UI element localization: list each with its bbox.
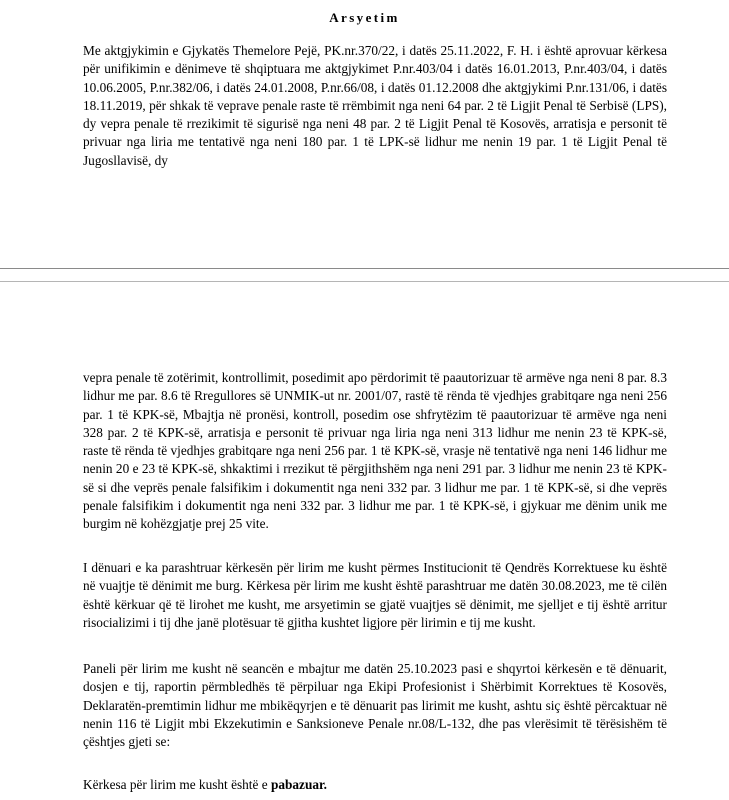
paragraph-judgment-summary: Me aktgjykimin e Gjykatës Themelore Pejë, PK.nr.370/22, i datës 25.11.2022, F. H. i është aprovuar kërkesa për unifikimin e dënimeve të shqiptuara me aktgjykimet P.nr.403/04 i datës 16.01.2013, P.nr.403/04, i datës 10.06.2005, P.nr.382/06, i datës 24.01.2008, P.nr.66/08, i datës 01.12.2008 dhe aktgjykimi P.nr.131/06, i datës 18.11.2019, për shkak të veprave penale raste të rrëmbimit nga neni 64 par. 2 të Ligjit Penal të Serbisë (LPS), dy vepra penale të rrezikimit të sigurisë nga neni 48 par. 2 të Ligjit Penal të Kosovës, arratisja e personit të privuar nga liria me tentativë nga neni 180 par. 1 të LPK-së lidhur me nenin 19 par. 1 të Ligjit Penal të Jugosllavisë, dy bbox=[83, 43, 667, 168]
conclusion-verdict: pabazuar. bbox=[270, 777, 327, 792]
paragraph-panel-review: Paneli për lirim me kusht në seancën e mbajtur me datën 25.10.2023 pasi e shqyrtoi kërkesën e të dënuarit, dosjen e tij, raportin përmbledhës të përpiluar nga Ekipi Profesionist i Shërbimit Korrektues të Kosovës, Deklaratën-premtimin lidhur me mbikëqyrjen e të dënuarit pas lirimit me kusht, ashtu siç është përcaktuar në nenin 116 të Ligjit mbi Ekzekutimin e Sanksioneve Penale nr.08/L-132, dhe pas vlerësimit të tërësishëm të çështjes gjeti se: bbox=[83, 661, 667, 750]
conclusion-text: Kërkesa për lirim me kusht është e bbox=[83, 777, 271, 792]
document-page-1 bbox=[0, 0, 729, 268]
document-page-2 bbox=[0, 282, 729, 800]
paragraph-conclusion bbox=[83, 776, 667, 794]
paragraph-criminal-offenses: vepra penale të zotërimit, kontrollimit, posedimit apo përdorimit të paautorizuar të armëve nga neni 8 par. 8.3 lidhur me par. 8.6 të Rregullores së UNMIK-ut nr. 2001/07, rastë të rënda të vjedhjes grabitqare nga neni 256 par. 1 të KPK-së, Mbajtja në pronësi, kontroll, posedim ose shfrytëzim të paautorizuar të armëve nga neni 328 par. 2 të KPK-së, arratisja e personit të privuar nga liria nga neni 313 lidhur me nenin 23 të KPK-së, raste të rënda të vjedhjes grabitqare nga neni 256 par. 1 të KPK-së, vrasje në tentativë nga neni 146 lidhur me nenin 20 e 23 të KPK-së, shkaktimi i rrezikut të përgjithshëm nga neni 291 par. 3 lidhur me nenin 23 të KPK-së si dhe veprës penale falsifikim i dokumentit nga neni 332 par. 3 lidhur me par. 1 të KPK-së, si dhe veprës penale falsifikim i dokumentit nga neni 332 par. 3 lidhur me par. 1 të KPK-së, i gjykuar me dënim unik me burgim në kohëzgjatje prej 25 vite. bbox=[83, 370, 667, 532]
paragraph-parole-request: I dënuari e ka parashtruar kërkesën për lirim me kusht përmes Institucionit të Qendrës Korrektuese ku është në vuajtje të dënimit me burg. Kërkesa për lirim me kusht është parashtruar me datën 30.08.2023, me të cilën është kërkuar që të lirohet me kusht, me arsyetimin se gjatë vuajtjes së dënimit, me sjelljet e tij është arritur risocializimi i tij dhe janë plotësuar të gjitha kushtet ligjore për lirimin e tij me kusht. bbox=[83, 560, 667, 630]
page-separator bbox=[0, 268, 729, 282]
document-heading: Arsyetim bbox=[329, 10, 400, 25]
